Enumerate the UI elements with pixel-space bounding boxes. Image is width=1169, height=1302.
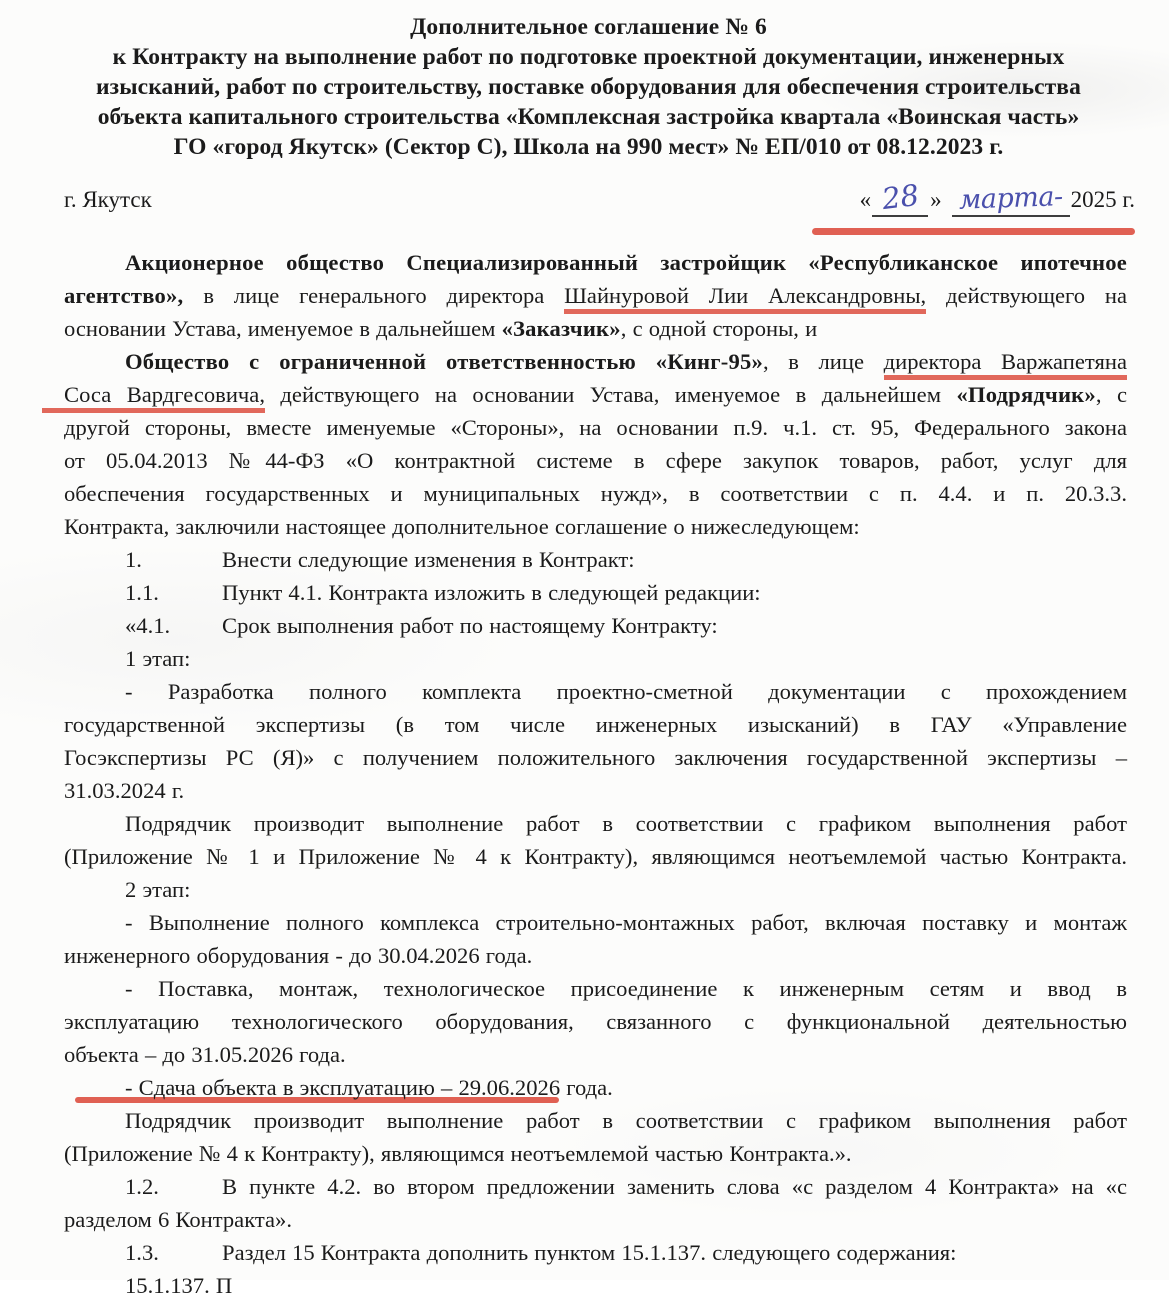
doc-line: - Поставка, монтаж, технологическое присоединение к инженерным сетям и ввод в — [125, 976, 1127, 1001]
document-title — [30, 12, 1147, 162]
date-year: 2025 г. — [1070, 187, 1135, 212]
doc-line: - Разработка полного комплекта проектно-сметной документации с прохождением — [125, 679, 1127, 704]
list-item-4-1: «4.1. Срок выполнения работ по настоящему Контракту: — [64, 609, 1127, 642]
dateline — [64, 177, 1135, 222]
month-slot — [952, 181, 1070, 217]
red-underlined-director-name: Шайнуровой Лии Александровны, — [564, 283, 926, 314]
date-group — [859, 177, 1135, 217]
item-number: 1.3. — [125, 1240, 159, 1265]
list-item-1-3: 1.3. Раздел 15 Контракта дополнить пунктом 15.1.137. следующего содержания: — [64, 1236, 1127, 1269]
stage-1-heading: 1 этап: — [125, 646, 191, 671]
contractor-role-bold: «Подрядчик» — [956, 382, 1096, 407]
doc-line: 31.03.2024 г. — [64, 778, 185, 803]
doc-line: агентство», в лице генерального директора Шайнуровой Лии Александровны, действующего на — [64, 279, 1127, 312]
list-item-1-2: 1.2. В пункте 4.2. во втором предложении заменить слова «с разделом 4 Контракта» на «с — [64, 1170, 1127, 1203]
title-line-3: изысканий, работ по строительству, поставке оборудования для обеспечения строительства — [96, 74, 1081, 100]
doc-line: - Выполнение полного комплекса строительно-монтажных работ, включая поставку и монтаж — [125, 910, 1127, 935]
red-underlined-director-name: Соса Вардгесовича, — [42, 382, 265, 413]
handwritten-day: 28 — [879, 177, 921, 217]
doc-line: Общество с ограниченной ответственностью «Кинг-95», в лице директора Варжапетяна — [64, 345, 1127, 378]
title-line-1: Дополнительное соглашение № 6 — [410, 14, 767, 40]
red-underline-date — [812, 228, 1135, 235]
doc-line — [64, 246, 1127, 279]
doc-line: Контракта, заключили настоящее дополнительное соглашение о нижеследующем: — [64, 514, 860, 539]
item-number: 1.1. — [125, 580, 159, 605]
doc-line: эксплуатацию технологического оборудования, связанного с функциональной деятельностью — [64, 1009, 1127, 1034]
handwritten-month: марта- — [958, 181, 1063, 216]
day-slot — [872, 177, 928, 217]
red-underlined-director-name: директора Варжапетяна — [884, 349, 1127, 380]
item-number: 1.2. — [125, 1174, 159, 1199]
list-item-1-1: 1.1. Пункт 4.1. Контракта изложить в следующей редакции: — [64, 576, 1127, 609]
doc-line: Госэкспертизы РС (Я)» с получением положительного заключения государственной экспертизы – — [64, 745, 1127, 770]
doc-line: другой стороны, вместе именуемые «Стороны», на основании п.9. ч.1. ст. 95, Федерального закона — [64, 415, 1127, 440]
title-line-4: объекта капитального строительства «Комплексная застройка квартала «Воинская часть» — [97, 104, 1080, 130]
item-number: 1. — [125, 547, 142, 572]
stage-2-heading: 2 этап: — [125, 877, 191, 902]
doc-line: Подрядчик производит выполнение работ в соответствии с графиком выполнения работ — [125, 1108, 1127, 1133]
doc-line: объекта – до 31.05.2026 года. — [64, 1042, 346, 1067]
contractor-name-bold: Общество с ограниченной ответственностью «Кинг-95» — [125, 349, 763, 374]
doc-line: (Приложение № 1 и Приложение № 4 к Контракту), являющимся неотъемлемой частью Контракта. — [64, 844, 1127, 869]
customer-name-bold: Акционерное общество Специализированный застройщик «Республиканское ипотечное — [125, 250, 1127, 275]
doc-line: государственной экспертизы (в том числе инженерных изысканий) в ГАУ «Управление — [64, 712, 1127, 737]
close-quote: » — [930, 187, 942, 212]
clipped-bottom-line: 15.1.137. П — [125, 1273, 233, 1298]
doc-line: инженерного оборудования - до 30.04.2026 года. — [64, 943, 533, 968]
item-number: «4.1. — [125, 613, 171, 638]
customer-role-bold: «Заказчик» — [501, 316, 621, 341]
doc-line: обеспечения государственных и муниципальных нужд», в соответствии с п. 4.4. и п. 20.3.3. — [64, 481, 1127, 506]
open-quote: « — [859, 187, 872, 212]
document-body — [64, 246, 1127, 1302]
doc-line: (Приложение № 4 к Контракту), являющимся неотъемлемой частью Контракта.». — [64, 1141, 852, 1166]
list-item-1: 1. Внести следующие изменения в Контракт: — [64, 543, 1127, 576]
doc-line: от 05.04.2013 №44-ФЗ «О контрактной системе в сфере закупок товаров, работ, услуг для — [64, 448, 1127, 473]
doc-line: Подрядчик производит выполнение работ в соответствии с графиком выполнения работ — [125, 811, 1127, 836]
city-label: г. Якутск — [64, 187, 152, 212]
title-line-2: к Контракту на выполнение работ по подготовке проектной документации, инженерных — [112, 44, 1065, 70]
title-line-5: ГО «город Якутск» (Сектор С), Школа на 990 мест» № ЕП/010 от 08.12.2023 г. — [173, 134, 1004, 160]
doc-line: разделом 6 Контракта». — [64, 1207, 293, 1232]
doc-line: Соса Вардгесовича, действующего на основании Устава, именуемое в дальнейшем «Подрядчик», с — [64, 378, 1127, 411]
doc-line: основании Устава, именуемое в дальнейшем «Заказчик», с одной стороны, и — [64, 316, 818, 341]
handover-line: - Сдача объекта в эксплуатацию – 29.06.2026 года. — [125, 1075, 613, 1100]
